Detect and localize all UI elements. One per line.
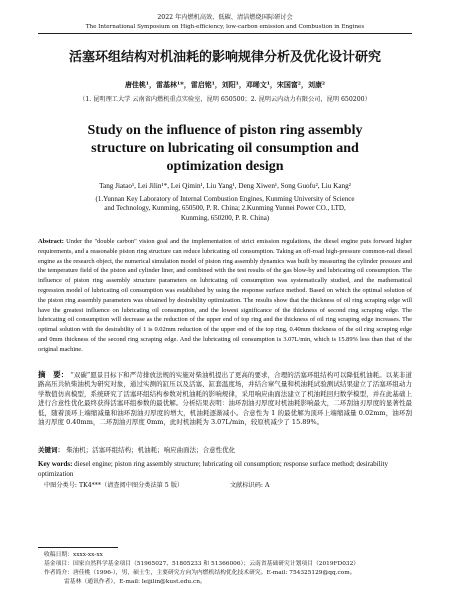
cn-keywords-text: 柴油机；活塞环组结构；机油耗；响应曲面法；合意性优化 [66,446,236,454]
abstract-label: Abstract: [38,238,64,245]
chinese-affiliation: （1. 昆明理工大学 云南省内燃机重点实验室，昆明 650500；2. 昆明云内动力有限公司，昆明 650200） [79,96,371,103]
cn-abstract-text: “双碳”愿景目标下和严苛排放法规的实施对柴油机提出了更高的要求，合理的活塞环组结构可以降低机油耗。以某非道路高压共轨柴油机为研究对象，通过实测的缸压以及活塞、缸套温度场，并结合窜气量和机油耗试验测试结果建立了活塞环组动力学数值仿真模型，系统研究了活塞环组结构参数对机油耗的影响规律，采用响应曲面法建立了机油耗回归数学模型，并在此基础上进行合意性优化最终获得活塞环组参数的最优解。分析结果表明：油环刮油刃厚度对机油耗影响最大，二环刮油刃厚度的显著性最低，随着顶环上端缩减量和油环刮油刃厚度的增大，机油耗逐渐减小。合意性为 1 的最优解为顶环上端缩减量 0.02mm，油环刮油刃厚度 0.40mm，二环刮油刃厚度 0mm，此时机油耗为 3.07L/min，较原机减少了 15.89%。 [38,371,412,427]
cn-abstract-label: 摘 要： [38,370,69,379]
chinese-title: 活塞环组结构对机油耗的影响规律分析及优化设计研究 [68,50,381,65]
chinese-abstract [38,370,412,427]
running-header-cn: 2022 年内燃机高效、低碳、清洁燃烧国际研讨会 [157,14,293,21]
abstract-text: Under the "double carbon" vision goal and the implementation of strict emission regulations, the diesel engine puts forward higher requirements, and a reasonable piston ring structure can reduce lubricating oil consumption. Taking an off-road high-pressure common-rail diesel engine as the research object, the numerical simulation model of piston ring assembly dynamics was built by measuring the cylinder pressure and the temperature field of the piston and cylinder liner, and combined with the test results of the gas blow-by and lubricating oil consumption. The influence of piston ring assembly structure parameters on lubricating oil consumption was systematically studied, and the mathematical regression model of lubricating oil consumption was established by using the response surface method. Based on which the optimal solution of the piston ring assembly parameters was obtained by desirability optimization. The results show that the thickness of oil ring scraping edge will have the greatest influence on lubricating oil consumption, and the lowest significance of the thickness of second ring scraping edge. The lubricating oil consumption will decrease as the reduction of the upper end of top ring and the thickness of oil ring scraping edge increases. The optimal solution with the desirability of 1 is 0.02mm reduction of the upper end of the top ring, 0.40mm thickness of the oil ring scraping edge and 0mm thickness of the second ring scraping edge. And the lubricating oil consumption is 3.07L/min, which is 15.89% less than that of the original machine. [38,238,412,353]
english-authors: Tang Jiatao¹, Lei Jilin¹*, Lei Qimin¹, Liu Yang¹, Deng Xiwen¹, Song Guofu², Liu Kang² [99,182,351,190]
cn-keywords-label: 关键词： [38,446,64,454]
chinese-authors: 唐佳桃¹，雷基林¹*，雷启铭¹，刘阳¹，邓晞文¹，宋国富²，刘康² [124,80,326,89]
running-header-en: The International Symposium on High-efficiency, low-carbon emission and Combustion in Engines [85,24,365,30]
footnote-author: 作者简介：唐佳桃（1996-），男，硕士生，主要研究方向为内燃机结构优化技术研究。E-mail: 754325129@qq.com。 [44,570,356,576]
en-keywords-text: diesel engine; piston ring assembly structure; lubricating oil consumption; response surface method; desirability optimization [38,460,388,478]
header-rule [38,33,412,34]
en-keywords-label: Key words: [38,460,73,468]
chinese-keywords [38,446,412,455]
document-code: 文献标识码: A [230,482,270,489]
footnote-rule [38,547,118,548]
english-affiliation: (1.Yunnan Key Laboratory of Internal Combustion Engines, Kunming University of Science and Technology, Kunming, 650500, P. R. China; 2.Kunming Yunnei Power CO., LTD, Kunming, 650200, P. R. China) [95,195,355,222]
english-keywords [38,460,412,479]
classification-number: 中图分类号: TK4***（请查阅中图分类法第 5 版） [44,482,184,489]
footnote-corresponding: 雷基林（通讯作者），E-mail: leijilin@kust.edu.cn。 [64,579,206,585]
footnote-received: 收稿日期：xxxx-xx-xx [44,552,103,558]
footnote-fund: 基金项目：国家自然科学基金项目（51965027、51805233 和 51366006）；云南省基础研究计划项目（2019FD032） [44,561,360,567]
english-title: Study on the influence of piston ring assembly structure on lubricating oil consumption and optimization design [87,123,363,174]
english-abstract [38,237,412,355]
